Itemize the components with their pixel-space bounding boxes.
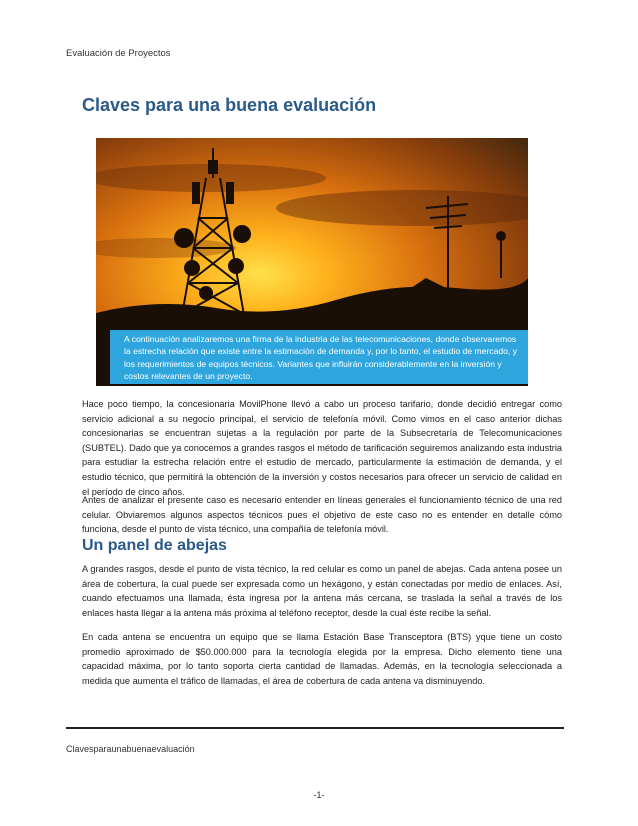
section-paragraph-2: En cada antena se encuentra un equipo que se llama Estación Base Transceptora (BTS) yque tiene un costo promedio aproximado de $50.000.000 para la tecnología elegida por la empresa. Dicho elemento tiene una capacidad máxima, por lo tanto soporta cierta cantidad de llamadas. Además, en la tecnología seleccionada a medida que aumenta el tráfico de llamadas, el área de cobertura de cada antena va disminuyendo. <box>82 632 562 686</box>
context-paragraph: Antes de analizar el presente caso es necesario entender en líneas generales el funcionamiento técnico de una red celular. Obviaremos algunos aspectos técnicos pues el objetivo de este caso no es entender en detalle cómo funciona, desde el punto de vista técnico, una compañía de telefonía móvil. <box>82 495 562 535</box>
section-paragraph-1: A grandes rasgos, desde el punto de vista técnico, la red celular es como un panel de abejas. Cada antena posee un área de cobertura, la cual puede ser expresada como un hexágono, y están conectadas por medio de enlaces. Así, cuando efectuamos una llamada, ésta ingresa por la antena más cercana, se traslada la señal a través de los enlaces hasta llegar a la antena más próxima al teléfono receptor, desde la cual éste recibe la señal. <box>82 564 562 618</box>
running-header: Evaluación de Proyectos <box>66 48 171 59</box>
footer-divider <box>66 727 564 729</box>
page-number: -1- <box>313 790 325 800</box>
intro-paragraph: Hace poco tiempo, la concesionaria MovilPhone llevó a cabo un proceso tarifario, donde decidió entregar como servicio adicional a su negocio principal, el servicio de telefonía móvil. Como vimos en el caso anterior dichas concesionarias se encuentran sujetas a la regulación por parte de la Subsecretaría de Telecomunicaciones (SUBTEL). Dado que ya conocemos a grandes rasgos el método de tarificación seguiremos analizando esta industria para estudiar la estrecha relación entre el estudio de mercado, particularmente la estimación de demanda, y el estudio técnico, que permitirá la obtención de la inversión y costos necesarios para ofrecer un servicio de calidad en el período de cinco años. <box>82 399 562 497</box>
section-heading: Un panel de abejas <box>82 537 227 554</box>
page-title: Claves para una buena evaluación <box>82 95 377 115</box>
footer-title: Clavesparaunabuenaevaluación <box>66 744 195 754</box>
image-caption: A continuación analizaremos una firma de la industria de las telecomunicaciones, donde observaremos la estrecha relación que existe entre la estimación de demanda y, por lo tanto, el estudio de mercado, y los requerimientos de equipos técnicos. Variantes que influirán considerablemente en la inversión y costos relevantes de un proyecto. <box>110 330 528 384</box>
